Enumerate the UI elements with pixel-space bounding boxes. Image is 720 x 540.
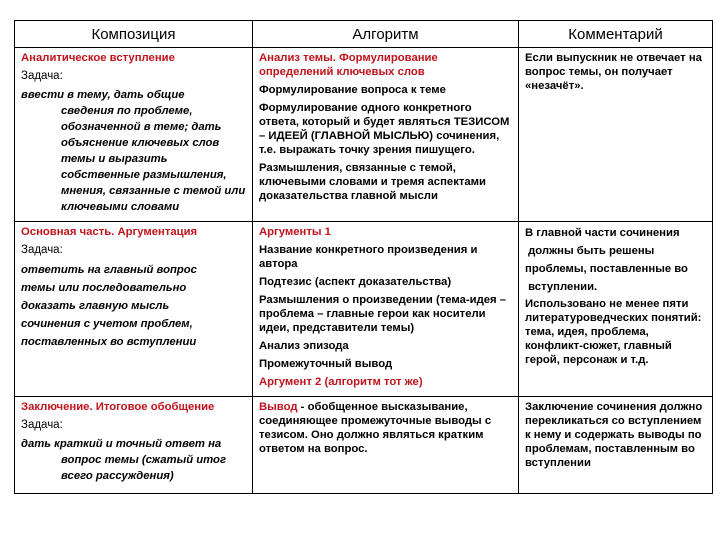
algorithm-item: Анализ эпизода [259,340,349,352]
task-line: поставленных во вступлении [21,336,197,348]
cell-composition [15,397,253,494]
task-rest: сведения по проблеме, обозначенной в теме; дать объяснение ключевых слов темы и выразить собственные размышления, мнения, связанные с темой или ключевыми словами [61,105,246,213]
task-line: темы или последовательно [21,282,187,294]
task-line: доказать главную мысль [21,300,170,312]
algorithm-item: Подтезис (аспект доказательства) [259,276,452,288]
task-line: сочинения с учетом проблем, [21,318,193,330]
algorithm-footer: Аргумент 2 (алгоритм тот же) [259,376,423,388]
algorithm-item: Формулирование одного конкретного ответа, который и будет являться ТЕЗИСОМ – ИДЕЕЙ (ГЛАВНОЙ МЫСЛЬЮ) сочинения, т.е. выражать точку зрения пишущего. [259,102,510,156]
header-comment: Комментарий [519,21,713,48]
section-title: Аналитическое вступление [21,52,175,64]
comment-text: Если выпускник не отвечает на вопрос темы, он получает «незачёт». [525,52,702,92]
header-composition: Композиция [15,21,253,48]
task-first-line: ввести в тему, дать общие [21,89,185,101]
task-rest: вопрос темы (сжатый итог всего рассуждения) [61,454,226,482]
cell-comment [519,397,713,494]
essay-structure-table [14,20,713,494]
cell-comment [519,222,713,397]
algorithm-item: Формулирование вопроса к теме [259,84,446,96]
header-algorithm: Алгоритм [253,21,519,48]
algorithm-title: Аргументы 1 [259,226,331,238]
algorithm-title: Анализ темы. Формулирование определений ключевых слов [259,52,438,78]
cell-composition [15,48,253,222]
algorithm-title: Вывод [259,401,298,413]
section-title: Заключение. Итоговое обобщение [21,401,215,413]
algorithm-item: Размышления о произведении (тема-идея – проблема – главные герои как носители идеи, представители темы) [259,294,507,334]
task-label: Задача: [21,244,63,256]
task-label: Задача: [21,70,63,82]
table-row-conclusion [15,397,713,494]
task-first-line: дать краткий и точный ответ на [21,438,222,450]
cell-algorithm [253,397,519,494]
section-title: Основная часть. Аргументация [21,226,198,238]
algorithm-description: - обобщенное высказывание, соединяющее промежуточные выводы с тезисом. Оно должно являться кратким ответом на вопрос. [259,401,492,455]
cell-composition [15,222,253,397]
cell-algorithm [253,48,519,222]
comment-line: должны быть решены [525,245,655,257]
task-line: ответить на главный вопрос [21,264,197,276]
cell-comment [519,48,713,222]
comment-text: Заключение сочинения должно перекликаться со вступлением к нему и содержать выводы по проблемам, поставленным во вступлении [525,401,703,469]
cell-algorithm [253,222,519,397]
algorithm-item: Размышления, связанные с темой, ключевыми словами и тремя аспектами доказательства главной мысли [259,162,486,202]
comment-line: вступлении. [525,281,598,293]
task-text [21,87,247,215]
table-row-introduction [15,48,713,222]
header-row [15,21,713,48]
table-row-main-part [15,222,713,397]
comment-line: проблемы, поставленные во [525,263,688,275]
algorithm-text [259,400,513,456]
comment-line: В главной части сочинения [525,227,680,239]
comment-text: Использовано не менее пяти литературоведческих понятий: тема, идея, проблема, конфликт-сюжет, главный герой, персонаж и т.д. [525,298,702,366]
algorithm-item: Промежуточный вывод [259,358,393,370]
algorithm-item: Название конкретного произведения и автора [259,244,478,270]
task-text [21,436,247,484]
task-label: Задача: [21,419,63,431]
